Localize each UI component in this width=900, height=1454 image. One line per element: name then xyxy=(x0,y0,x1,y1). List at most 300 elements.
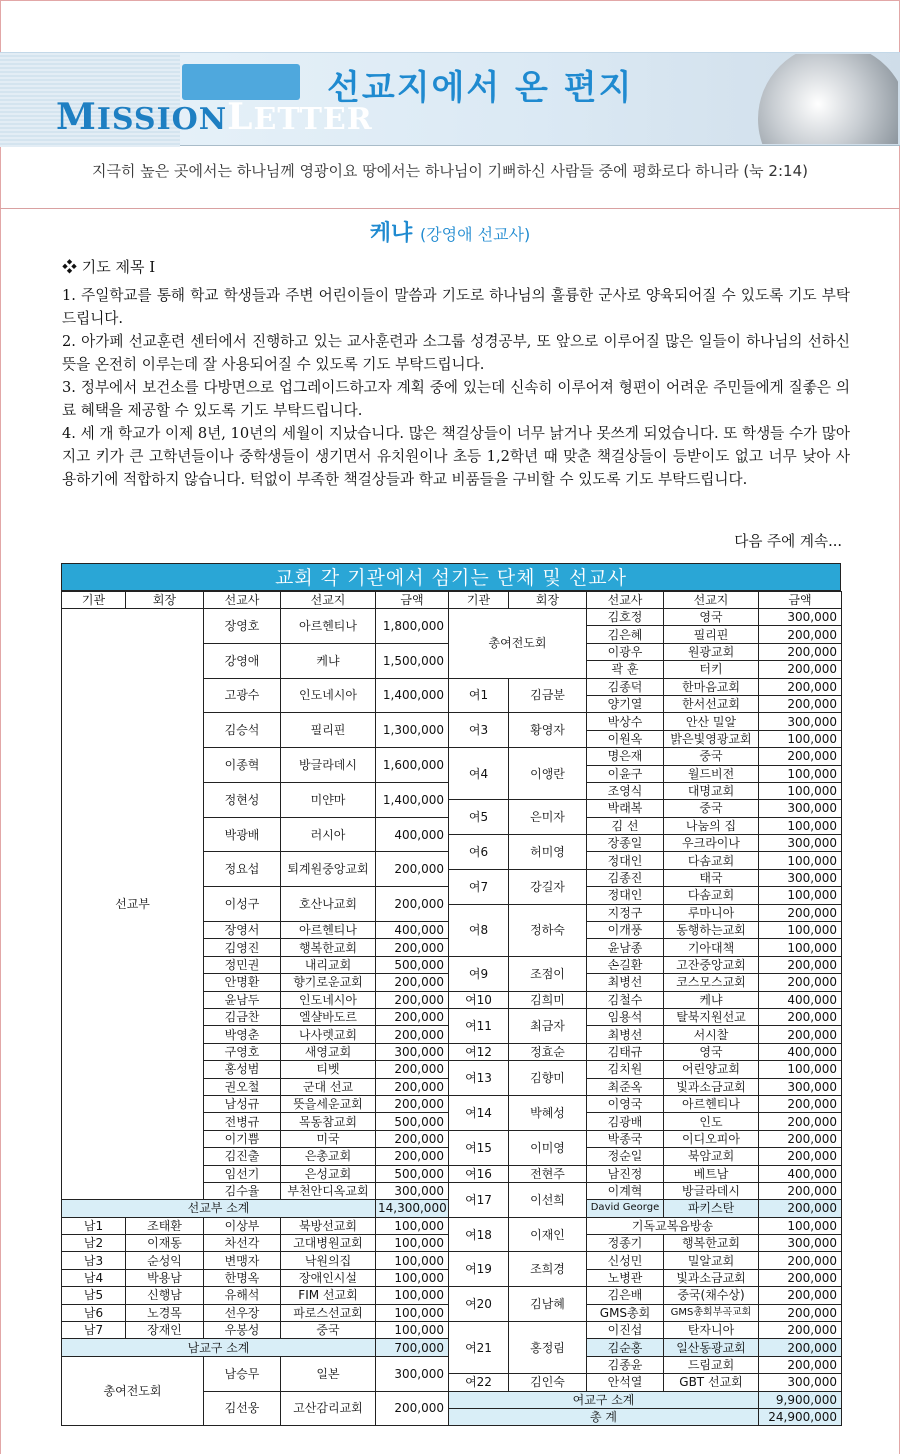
mission-field-cell: 일본 xyxy=(281,1356,376,1391)
amount-cell: 1,500,000 xyxy=(376,643,449,678)
missionary-cell: 김선웅 xyxy=(204,1391,281,1426)
amount-cell: 300,000 xyxy=(759,1235,842,1252)
mission-field-cell: 루마니아 xyxy=(664,904,759,921)
head-cell: 박혜성 xyxy=(509,1095,587,1130)
head-cell: 강길자 xyxy=(509,869,587,904)
amount-cell: 100,000 xyxy=(376,1235,449,1252)
missionary-cell: 최준옥 xyxy=(587,1078,664,1095)
missionary-cell: 우봉성 xyxy=(204,1322,281,1339)
missionary-cell: 김 선 xyxy=(587,817,664,834)
org-cell: 남7 xyxy=(62,1322,126,1339)
amount-cell: 200,000 xyxy=(759,1269,842,1286)
missionary-cell: 김종덕 xyxy=(587,678,664,695)
amount-cell: 200,000 xyxy=(759,695,842,712)
letter-heading xyxy=(0,216,900,247)
mission-field-cell: 파키스탄 xyxy=(664,1200,759,1217)
amount-cell: 200,000 xyxy=(376,1391,449,1426)
amount-cell: 100,000 xyxy=(376,1322,449,1339)
mission-field-cell: 미국 xyxy=(281,1130,376,1147)
table-row xyxy=(62,1217,842,1234)
missionary-cell: 한명옥 xyxy=(204,1269,281,1286)
mission-field-cell: 한마음교회 xyxy=(664,678,759,695)
head-cell: 노경목 xyxy=(126,1304,204,1321)
head-cell: 홍정림 xyxy=(509,1322,587,1374)
amount-cell: 200,000 xyxy=(376,1026,449,1043)
amount-cell: 100,000 xyxy=(759,1217,842,1234)
missionary-cell: 김순홍 xyxy=(587,1339,664,1356)
amount-cell: 200,000 xyxy=(759,1339,842,1356)
head-cell: 은미자 xyxy=(509,800,587,835)
missionary-cell: 박영춘 xyxy=(204,1026,281,1043)
amount-cell: 200,000 xyxy=(759,1252,842,1269)
amount-cell: 100,000 xyxy=(759,765,842,782)
missionary-cell: GMS총회 xyxy=(587,1304,664,1321)
mission-field-cell: 태국 xyxy=(664,869,759,886)
missionary-cell: David George xyxy=(587,1200,664,1217)
missionary-cell: 정종기 xyxy=(587,1235,664,1252)
amount-cell: 300,000 xyxy=(759,713,842,730)
amount-cell: 200,000 xyxy=(376,1095,449,1112)
mission-field-cell: 낙원의집 xyxy=(281,1252,376,1269)
amount-cell: 1,400,000 xyxy=(376,678,449,713)
amount-cell: 100,000 xyxy=(759,782,842,799)
mission-field-cell: 고산감리교회 xyxy=(281,1391,376,1426)
mission-field-cell: 호산나교회 xyxy=(281,887,376,922)
missionary-cell: 정순일 xyxy=(587,1148,664,1165)
missionary-cell: 이개풍 xyxy=(587,922,664,939)
amount-cell: 400,000 xyxy=(759,991,842,1008)
mission-field-cell: 군대 선교 xyxy=(281,1078,376,1095)
missionary-cell: 김종진 xyxy=(587,869,664,886)
missionary-cell: 지정구 xyxy=(587,904,664,921)
head-cell: 전현주 xyxy=(509,1165,587,1182)
amount-cell: 300,000 xyxy=(759,800,842,817)
missionary-name: (강영애 선교사) xyxy=(419,225,531,244)
mission-field-cell: 안산 밀알 xyxy=(664,713,759,730)
amount-cell: 400,000 xyxy=(376,817,449,852)
amount-cell: 200,000 xyxy=(759,748,842,765)
grand-total-label: 총 계 xyxy=(449,1408,759,1425)
missionary-cell: 이원옥 xyxy=(587,730,664,747)
amount-cell: 200,000 xyxy=(759,1322,842,1339)
missionary-cell: 노병관 xyxy=(587,1269,664,1286)
org-cell: 여6 xyxy=(449,835,509,870)
men-subtotal-label: 남교구 소계 xyxy=(62,1339,376,1356)
head-cell: 이앵란 xyxy=(509,748,587,800)
header-cell: 기관 xyxy=(62,592,126,609)
amount-cell: 100,000 xyxy=(376,1287,449,1304)
mission-field-cell: 탄자니아 xyxy=(664,1322,759,1339)
missionary-cell: 박상수 xyxy=(587,713,664,730)
amount-cell: 300,000 xyxy=(759,869,842,886)
mission-field-cell: 방글라데시 xyxy=(664,1182,759,1199)
amount-cell: 500,000 xyxy=(376,1165,449,1182)
missionary-cell: 이진섭 xyxy=(587,1322,664,1339)
head-cell: 이재동 xyxy=(126,1235,204,1252)
head-cell: 조희경 xyxy=(509,1252,587,1287)
header-cell: 선교지 xyxy=(664,592,759,609)
org-cell: 여22 xyxy=(449,1374,509,1391)
missionary-cell: 김수율 xyxy=(204,1182,281,1199)
mission-field-cell: 원광교회 xyxy=(664,643,759,660)
org-cell: 남3 xyxy=(62,1252,126,1269)
mission-field-cell: 중국 xyxy=(281,1322,376,1339)
missionary-cell: 차선각 xyxy=(204,1235,281,1252)
missionary-cell: 이영국 xyxy=(587,1095,664,1112)
bible-verse: 지극히 높은 곳에서는 하나님께 영광이요 땅에서는 하나님이 기뻐하신 사람들 중에 평화로다 하니라 (눅 2:14) xyxy=(92,162,808,180)
mission-field-cell: FIM 선교회 xyxy=(281,1287,376,1304)
org-cell: 여10 xyxy=(449,991,509,1008)
org-cell: 여12 xyxy=(449,1043,509,1060)
mission-field-cell: 북방선교회 xyxy=(281,1217,376,1234)
grand-total-amount: 24,900,000 xyxy=(759,1408,842,1425)
table-title: 교회 각 기관에서 섬기는 단체 및 선교사 xyxy=(61,563,841,591)
mission-field-cell: 러시아 xyxy=(281,817,376,852)
org-cell: 여3 xyxy=(449,713,509,748)
mission-field-cell: 필리핀 xyxy=(281,713,376,748)
head-cell: 조점이 xyxy=(509,956,587,991)
missionary-cell: 이광우 xyxy=(587,643,664,660)
mission-field-cell: 아르헨티나 xyxy=(664,1095,759,1112)
missionary-cell: 안석열 xyxy=(587,1374,664,1391)
missionary-cell: 이성구 xyxy=(204,887,281,922)
womens-assoc-label: 총여전도회 xyxy=(449,609,587,679)
mission-field-cell: 중국 xyxy=(664,800,759,817)
missionary-cell: 안명환 xyxy=(204,974,281,991)
missionary-cell: 양기열 xyxy=(587,695,664,712)
mission-field-cell: 인도네시아 xyxy=(281,678,376,713)
amount-cell: 200,000 xyxy=(759,1148,842,1165)
amount-cell: 100,000 xyxy=(376,1252,449,1269)
country-name: 케냐 xyxy=(369,221,413,246)
org-cell: 여4 xyxy=(449,748,509,800)
amount-cell: 300,000 xyxy=(759,609,842,626)
mission-field-cell: 어린양교회 xyxy=(664,1061,759,1078)
amount-cell: 200,000 xyxy=(376,1148,449,1165)
support-table xyxy=(61,591,842,1426)
amount-cell: 200,000 xyxy=(759,904,842,921)
org-cell: 여16 xyxy=(449,1165,509,1182)
head-cell: 김금분 xyxy=(509,678,587,713)
missionary-cell: 김승석 xyxy=(204,713,281,748)
mission-field-cell: 중국(채수상) xyxy=(664,1287,759,1304)
header-cell: 선교지 xyxy=(281,592,376,609)
amount-cell: 200,000 xyxy=(759,1182,842,1199)
prayer-item: 1. 주일학교를 통해 학교 학생들과 주변 어린이들이 말씀과 기도로 하나님의 훌륭한 군사로 양육되어질 수 있도록 기도 부탁드립니다. xyxy=(62,287,850,327)
amount-cell: 100,000 xyxy=(759,817,842,834)
org-cell: 여18 xyxy=(449,1217,509,1252)
missionary-cell: 김금찬 xyxy=(204,1008,281,1025)
womens-assoc-label: 총여전도회 xyxy=(62,1356,204,1426)
head-cell: 이미영 xyxy=(509,1130,587,1165)
org-cell: 여11 xyxy=(449,1008,509,1043)
amount-cell: 200,000 xyxy=(376,1061,449,1078)
missionary-cell: 선우장 xyxy=(204,1304,281,1321)
missionary-cell: 곽 훈 xyxy=(587,661,664,678)
mission-subtotal-amount: 14,300,000 xyxy=(376,1200,449,1217)
mission-field-cell: 향기로운교회 xyxy=(281,974,376,991)
mission-field-cell: 다솜교회 xyxy=(664,852,759,869)
mission-field-cell: GBT 선교회 xyxy=(664,1374,759,1391)
prayer-list xyxy=(62,284,850,491)
amount-cell: 100,000 xyxy=(376,1217,449,1234)
globe-image xyxy=(748,54,898,144)
org-cell: 여17 xyxy=(449,1182,509,1217)
divider xyxy=(0,208,900,209)
missionary-cell: 정민권 xyxy=(204,956,281,973)
org-cell: 여20 xyxy=(449,1287,509,1322)
amount-cell: 200,000 xyxy=(376,991,449,1008)
prayer-item: 2. 아가페 선교훈련 센터에서 진행하고 있는 교사훈련과 소그룹 성경공부, 또 앞으로 이루어질 많은 일들이 하나님의 선하신 뜻을 온전히 이루는데 잘 사용되어질 수 있도록 기도 부탁드립니다. xyxy=(62,333,850,373)
amount-cell: 1,400,000 xyxy=(376,782,449,817)
missionary-cell: 신성민 xyxy=(587,1252,664,1269)
mission-field-cell: 기독교복음방송 xyxy=(587,1217,759,1234)
mission-field-cell: 케냐 xyxy=(281,643,376,678)
missionary-cell: 박광배 xyxy=(204,817,281,852)
mission-field-cell: GMS총회부곡교회 xyxy=(664,1304,759,1321)
missionary-cell: 김은혜 xyxy=(587,626,664,643)
missionary-cell: 고광수 xyxy=(204,678,281,713)
amount-cell: 500,000 xyxy=(376,1113,449,1130)
amount-cell: 200,000 xyxy=(759,678,842,695)
mission-field-cell: 아르헨티나 xyxy=(281,609,376,644)
amount-cell: 100,000 xyxy=(759,730,842,747)
mission-field-cell: 일산동광교회 xyxy=(664,1339,759,1356)
amount-cell: 200,000 xyxy=(376,852,449,887)
amount-cell: 1,800,000 xyxy=(376,609,449,644)
missionary-cell: 윤남종 xyxy=(587,939,664,956)
mission-field-cell: 티벳 xyxy=(281,1061,376,1078)
mission-field-cell: 파로스선교회 xyxy=(281,1304,376,1321)
mission-field-cell: 밀알교회 xyxy=(664,1252,759,1269)
amount-cell: 200,000 xyxy=(759,1026,842,1043)
header-cell: 선교사 xyxy=(587,592,664,609)
mission-letter-logo: MISSIONLETTER xyxy=(56,96,373,138)
amount-cell: 200,000 xyxy=(376,939,449,956)
amount-cell: 400,000 xyxy=(759,1043,842,1060)
page-title: 선교지에서 온 편지 xyxy=(327,68,634,108)
header-cell: 금액 xyxy=(376,592,449,609)
amount-cell: 200,000 xyxy=(759,1304,842,1321)
head-cell: 정하숙 xyxy=(509,904,587,956)
mission-field-cell: 케냐 xyxy=(664,991,759,1008)
mission-field-cell: 다솜교회 xyxy=(664,887,759,904)
mission-field-cell: 필리핀 xyxy=(664,626,759,643)
continued-note: 다음 주에 계속... xyxy=(734,533,842,550)
missionary-cell: 정현성 xyxy=(204,782,281,817)
amount-cell: 300,000 xyxy=(376,1356,449,1391)
mission-field-cell: 미얀마 xyxy=(281,782,376,817)
amount-cell: 100,000 xyxy=(376,1304,449,1321)
mission-field-cell: 북암교회 xyxy=(664,1148,759,1165)
mission-field-cell: 은성교회 xyxy=(281,1165,376,1182)
mission-field-cell: 퇴계원중앙교회 xyxy=(281,852,376,887)
org-cell: 남5 xyxy=(62,1287,126,1304)
missionary-cell: 김종윤 xyxy=(587,1356,664,1373)
missionary-cell: 이계혁 xyxy=(587,1182,664,1199)
missionary-cell: 남승무 xyxy=(204,1356,281,1391)
missionary-cell: 김영진 xyxy=(204,939,281,956)
missionary-cell: 권오철 xyxy=(204,1078,281,1095)
amount-cell: 100,000 xyxy=(759,922,842,939)
missionary-cell: 김은배 xyxy=(587,1287,664,1304)
prayer-heading: ❖ 기도 제목 I xyxy=(62,258,156,276)
amount-cell: 200,000 xyxy=(376,1078,449,1095)
mission-field-cell: 목동참교회 xyxy=(281,1113,376,1130)
head-cell: 이선희 xyxy=(509,1182,587,1217)
mission-field-cell: 행복한교회 xyxy=(664,1235,759,1252)
amount-cell: 200,000 xyxy=(759,1095,842,1112)
mission-field-cell: 동행하는교회 xyxy=(664,922,759,939)
org-cell: 여19 xyxy=(449,1252,509,1287)
amount-cell: 100,000 xyxy=(759,1061,842,1078)
amount-cell: 200,000 xyxy=(759,1287,842,1304)
women-subtotal-label: 여교구 소계 xyxy=(449,1391,759,1408)
table-row xyxy=(62,1287,842,1304)
mission-field-cell: 빛과소금교회 xyxy=(664,1078,759,1095)
amount-cell: 300,000 xyxy=(759,835,842,852)
missionary-cell: 최병선 xyxy=(587,974,664,991)
men-subtotal-amount: 700,000 xyxy=(376,1339,449,1356)
mission-field-cell: 뜻을세운교회 xyxy=(281,1095,376,1112)
missionary-cell: 조영식 xyxy=(587,782,664,799)
amount-cell: 200,000 xyxy=(376,1130,449,1147)
mission-field-cell: 영국 xyxy=(664,1043,759,1060)
head-cell: 정효순 xyxy=(509,1043,587,1060)
amount-cell: 200,000 xyxy=(759,956,842,973)
missionary-cell: 명은재 xyxy=(587,748,664,765)
mission-field-cell: 한서선교회 xyxy=(664,695,759,712)
org-cell: 여5 xyxy=(449,800,509,835)
missionary-cell: 김진출 xyxy=(204,1148,281,1165)
table-row xyxy=(62,609,842,626)
head-cell: 최금자 xyxy=(509,1008,587,1043)
amount-cell: 200,000 xyxy=(759,1008,842,1025)
amount-cell: 200,000 xyxy=(759,1130,842,1147)
header-cell: 선교사 xyxy=(204,592,281,609)
mission-subtotal-label: 선교부 소계 xyxy=(62,1200,376,1217)
head-cell: 순성익 xyxy=(126,1252,204,1269)
head-cell: 조태환 xyxy=(126,1217,204,1234)
mission-field-cell: 기아대책 xyxy=(664,939,759,956)
amount-cell: 200,000 xyxy=(759,661,842,678)
head-cell: 김희미 xyxy=(509,991,587,1008)
head-cell: 김향미 xyxy=(509,1061,587,1096)
missionary-cell: 이종혁 xyxy=(204,748,281,783)
missionary-cell: 정대인 xyxy=(587,887,664,904)
mission-dept-label: 선교부 xyxy=(62,609,204,1200)
amount-cell: 100,000 xyxy=(376,1269,449,1286)
missionary-cell: 이기쁨 xyxy=(204,1130,281,1147)
missionary-cell: 남성규 xyxy=(204,1095,281,1112)
mission-field-cell: 밝은빛영광교회 xyxy=(664,730,759,747)
table-row xyxy=(62,1252,842,1269)
missionary-cell: 전병규 xyxy=(204,1113,281,1130)
head-cell: 박용남 xyxy=(126,1269,204,1286)
missionary-cell: 장영서 xyxy=(204,922,281,939)
mission-field-cell: 우크라이나 xyxy=(664,835,759,852)
mission-field-cell: 대명교회 xyxy=(664,782,759,799)
missionary-cell: 임선기 xyxy=(204,1165,281,1182)
header-cell: 회장 xyxy=(126,592,204,609)
mission-field-cell: 은총교회 xyxy=(281,1148,376,1165)
mission-field-cell: 서시찰 xyxy=(664,1026,759,1043)
missionary-cell: 구영호 xyxy=(204,1043,281,1060)
mission-field-cell: 방글라데시 xyxy=(281,748,376,783)
missionary-cell: 장영호 xyxy=(204,609,281,644)
missionary-cell: 정대인 xyxy=(587,852,664,869)
mission-field-cell: 고잔중앙교회 xyxy=(664,956,759,973)
missionary-cell: 이윤구 xyxy=(587,765,664,782)
missionary-cell: 윤남두 xyxy=(204,991,281,1008)
amount-cell: 500,000 xyxy=(376,956,449,973)
missionary-cell: 강영애 xyxy=(204,643,281,678)
amount-cell: 1,300,000 xyxy=(376,713,449,748)
amount-cell: 400,000 xyxy=(759,1165,842,1182)
missionary-cell: 정요섭 xyxy=(204,852,281,887)
amount-cell: 300,000 xyxy=(376,1043,449,1060)
amount-cell: 200,000 xyxy=(376,1008,449,1025)
head-cell: 김남혜 xyxy=(509,1287,587,1322)
mission-field-cell: 나눔의 집 xyxy=(664,817,759,834)
amount-cell: 100,000 xyxy=(759,939,842,956)
amount-cell: 300,000 xyxy=(376,1182,449,1199)
org-cell: 여14 xyxy=(449,1095,509,1130)
mission-field-cell: 영국 xyxy=(664,609,759,626)
mission-field-cell: 월드비전 xyxy=(664,765,759,782)
amount-cell: 200,000 xyxy=(759,1200,842,1217)
missionary-cell: 변맹자 xyxy=(204,1252,281,1269)
mission-field-cell: 인도 xyxy=(664,1113,759,1130)
header-cell: 기관 xyxy=(449,592,509,609)
amount-cell: 200,000 xyxy=(759,1356,842,1373)
mission-field-cell: 나사렛교회 xyxy=(281,1026,376,1043)
mission-field-cell: 빛과소금교회 xyxy=(664,1269,759,1286)
header-cell: 회장 xyxy=(509,592,587,609)
mission-field-cell: 베트남 xyxy=(664,1165,759,1182)
org-cell: 여9 xyxy=(449,956,509,991)
mission-field-cell: 내리교회 xyxy=(281,956,376,973)
amount-cell: 200,000 xyxy=(759,643,842,660)
logo-highlight xyxy=(182,64,300,100)
mission-field-cell: 행복한교회 xyxy=(281,939,376,956)
missionary-cell: 김광배 xyxy=(587,1113,664,1130)
amount-cell: 100,000 xyxy=(759,887,842,904)
missionary-cell: 김태규 xyxy=(587,1043,664,1060)
missionary-cell: 유해석 xyxy=(204,1287,281,1304)
mission-field-cell: 터키 xyxy=(664,661,759,678)
missionary-cell: 임용석 xyxy=(587,1008,664,1025)
mission-field-cell: 중국 xyxy=(664,748,759,765)
mission-field-cell: 인도네시아 xyxy=(281,991,376,1008)
org-cell: 여15 xyxy=(449,1130,509,1165)
amount-cell: 300,000 xyxy=(759,1078,842,1095)
mission-field-cell: 엘샬바도르 xyxy=(281,1008,376,1025)
mission-field-cell: 새영교회 xyxy=(281,1043,376,1060)
mission-field-cell: 부천안디옥교회 xyxy=(281,1182,376,1199)
missionary-cell: 남진정 xyxy=(587,1165,664,1182)
org-cell: 남4 xyxy=(62,1269,126,1286)
org-cell: 남6 xyxy=(62,1304,126,1321)
head-cell: 이재인 xyxy=(509,1217,587,1252)
amount-cell: 400,000 xyxy=(376,922,449,939)
amount-cell: 200,000 xyxy=(759,1113,842,1130)
org-cell: 여8 xyxy=(449,904,509,956)
missionary-cell: 홍성범 xyxy=(204,1061,281,1078)
mission-field-cell: 드림교회 xyxy=(664,1356,759,1373)
missionary-cell: 박종국 xyxy=(587,1130,664,1147)
head-cell: 허미영 xyxy=(509,835,587,870)
